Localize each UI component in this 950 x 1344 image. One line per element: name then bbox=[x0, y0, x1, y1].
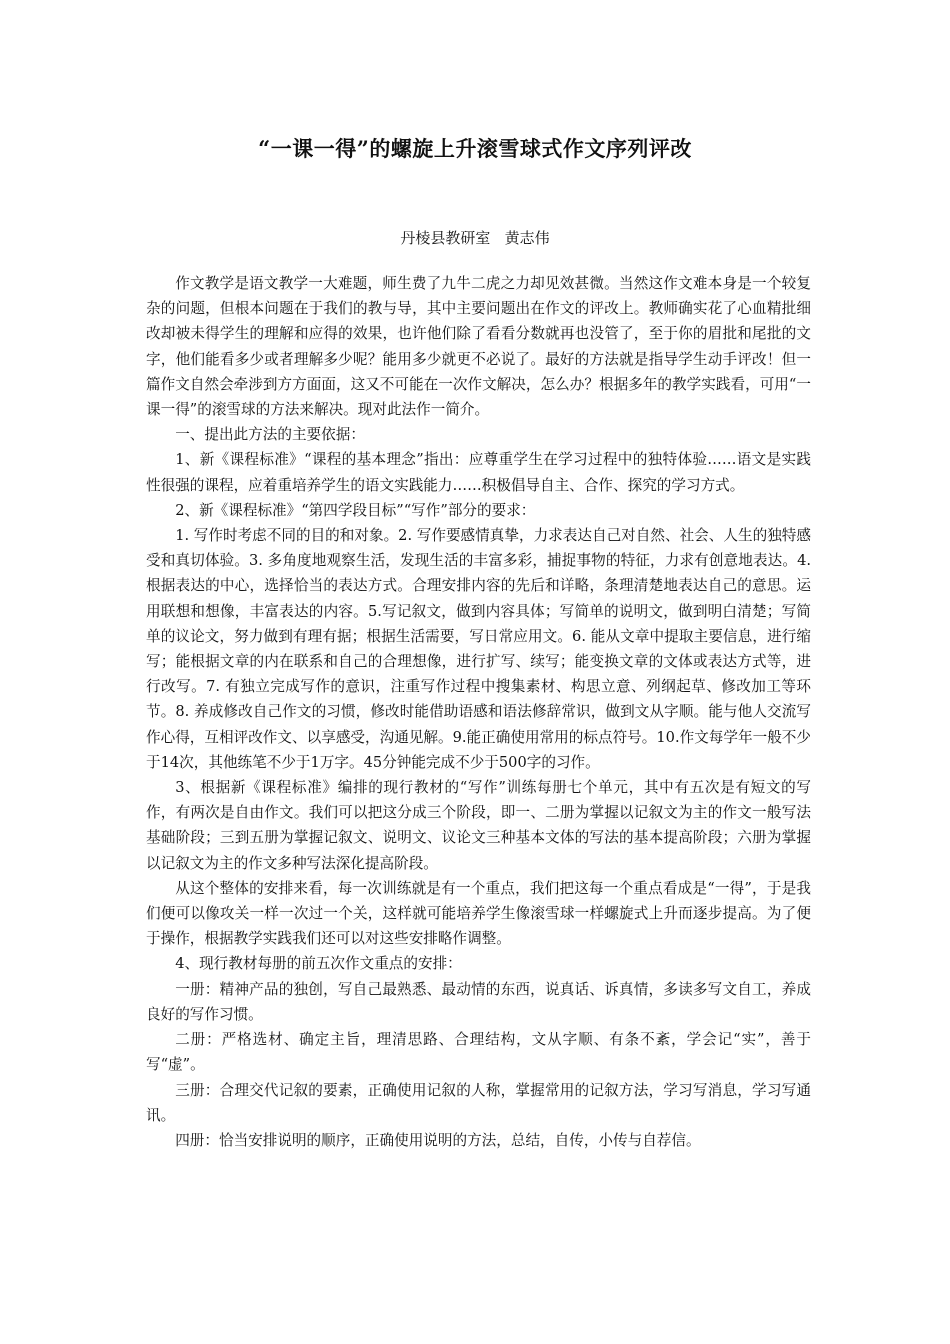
paragraph-volume-1: 一册：精神产品的独创，写自己最熟悉、最动情的东西，说真话、诉真情，多读多写文自工，养成良好的写作习惯。 bbox=[146, 980, 811, 1023]
paragraph-volume-2: 二册：严格选材、确定主旨，理清思路、合理结构，文从字顺、有条不紊，学会记“实”，善于写“虚”。 bbox=[146, 1031, 811, 1074]
document-title: “一课一得”的螺旋上升滚雪球式作文序列评改 bbox=[258, 136, 692, 161]
document-author: 丹棱县教研室 黄志伟 bbox=[400, 229, 550, 247]
document-body bbox=[146, 271, 811, 1153]
paragraph-basis-4: 4、现行教材每册的前五次作文重点的安排： bbox=[175, 955, 462, 973]
paragraph-requirements: 1. 写作时考虑不同的目的和对象。2. 写作要感情真挚，力求表达自己对自然、社会、人生的独特感受和真切体验。3. 多角度地观察生活，发现生活的丰富多彩，捕捉事物的特征，力求有创意地表达。4. 根据表达的中心，选择恰当的表达方式。合理安排内容的先后和详略，条理清楚地表达自己的意思。运用联想和想像，丰富表达的内容。5.写记叙文，做到内容具体；写简单的说明文，做到明白清楚；写简单的议论文，努力做到有理有据；根据生活需要，写日常应用文。6. 能从文章中提取主要信息，进行缩写；能根据文章的内在联系和自己的合理想像，进行扩写、续写；能变换文章的文体或表达方式等，进行改写。7. 有独立完成写作的意识，注重写作过程中搜集素材、构思立意、列纲起草、修改加工等环节。8. 养成修改自己作文的习惯，修改时能借助语感和语法修辞常识，做到文从字顺。能与他人交流写作心得，互相评改作文、以享感受，沟通见解。9.能正确使用常用的标点符号。10.作文每学年一般不少于14次，其他练笔不少于1万字。45分钟能完成不少于500字的习作。 bbox=[146, 527, 811, 771]
paragraph-intro: 作文教学是语文教学一大难题，师生费了九牛二虎之力却见效甚微。当然这作文难本身是一个较复杂的问题，但根本问题在于我们的教与导，其中主要问题出在作文的评改上。教师确实花了心血精批细改却被未得学生的理解和应得的效果，也许他们除了看看分数就再也没管了，至于你的眉批和尾批的文字，他们能看多少或者理解多少呢？能用多少就更不必说了。最好的方法就是指导学生动手评改！但一篇作文自然会牵涉到方方面面，这又不可能在一次作文解决，怎么办？根据多年的教学实践看，可用“一课一得”的滚雪球的方法来解决。现对此法作一简介。 bbox=[146, 275, 811, 419]
paragraph-basis-2: 2、新《课程标准》“第四学段目标”“写作”部分的要求： bbox=[175, 501, 536, 519]
paragraph-volume-3: 三册：合理交代记叙的要素，正确使用记叙的人称，掌握常用的记叙方法，学习写消息，学习写通讯。 bbox=[146, 1081, 811, 1124]
paragraph-basis-3: 3、根据新《课程标准》编排的现行教材的“写作”训练每册七个单元，其中有五次是有短文的写作，有两次是自由作文。我们可以把这分成三个阶段，即一、二册为掌握以记叙文为主的作文一般写法基础阶段；三到五册为掌握记叙文、说明文、议论文三种基本文体的写法的基本提高阶段；六册为掌握以记叙文为主的作文多种写法深化提高阶段。 bbox=[146, 779, 811, 872]
paragraph-overall: 从这个整体的安排来看，每一次训练就是有一个重点，我们把这每一个重点看成是“一得”，于是我们便可以像攻关一样一次过一个关，这样就可能培养学生像滚雪球一样螺旋式上升而逐步提高。为了便于操作，根据教学实践我们还可以对这些安排略作调整。 bbox=[146, 879, 811, 948]
paragraph-volume-4: 四册：恰当安排说明的顺序，正确使用说明的方法，总结，自传，小传与自荐信。 bbox=[175, 1131, 701, 1149]
heading-basis: 一、提出此方法的主要依据： bbox=[175, 426, 365, 444]
paragraph-basis-1: 1、新《课程标准》“课程的基本理念”指出：应尊重学生在学习过程中的独特体验……语文是实践性很强的课程，应着重培养学生的语文实践能力……积极倡导自主、合作、探究的学习方式。 bbox=[146, 451, 811, 494]
